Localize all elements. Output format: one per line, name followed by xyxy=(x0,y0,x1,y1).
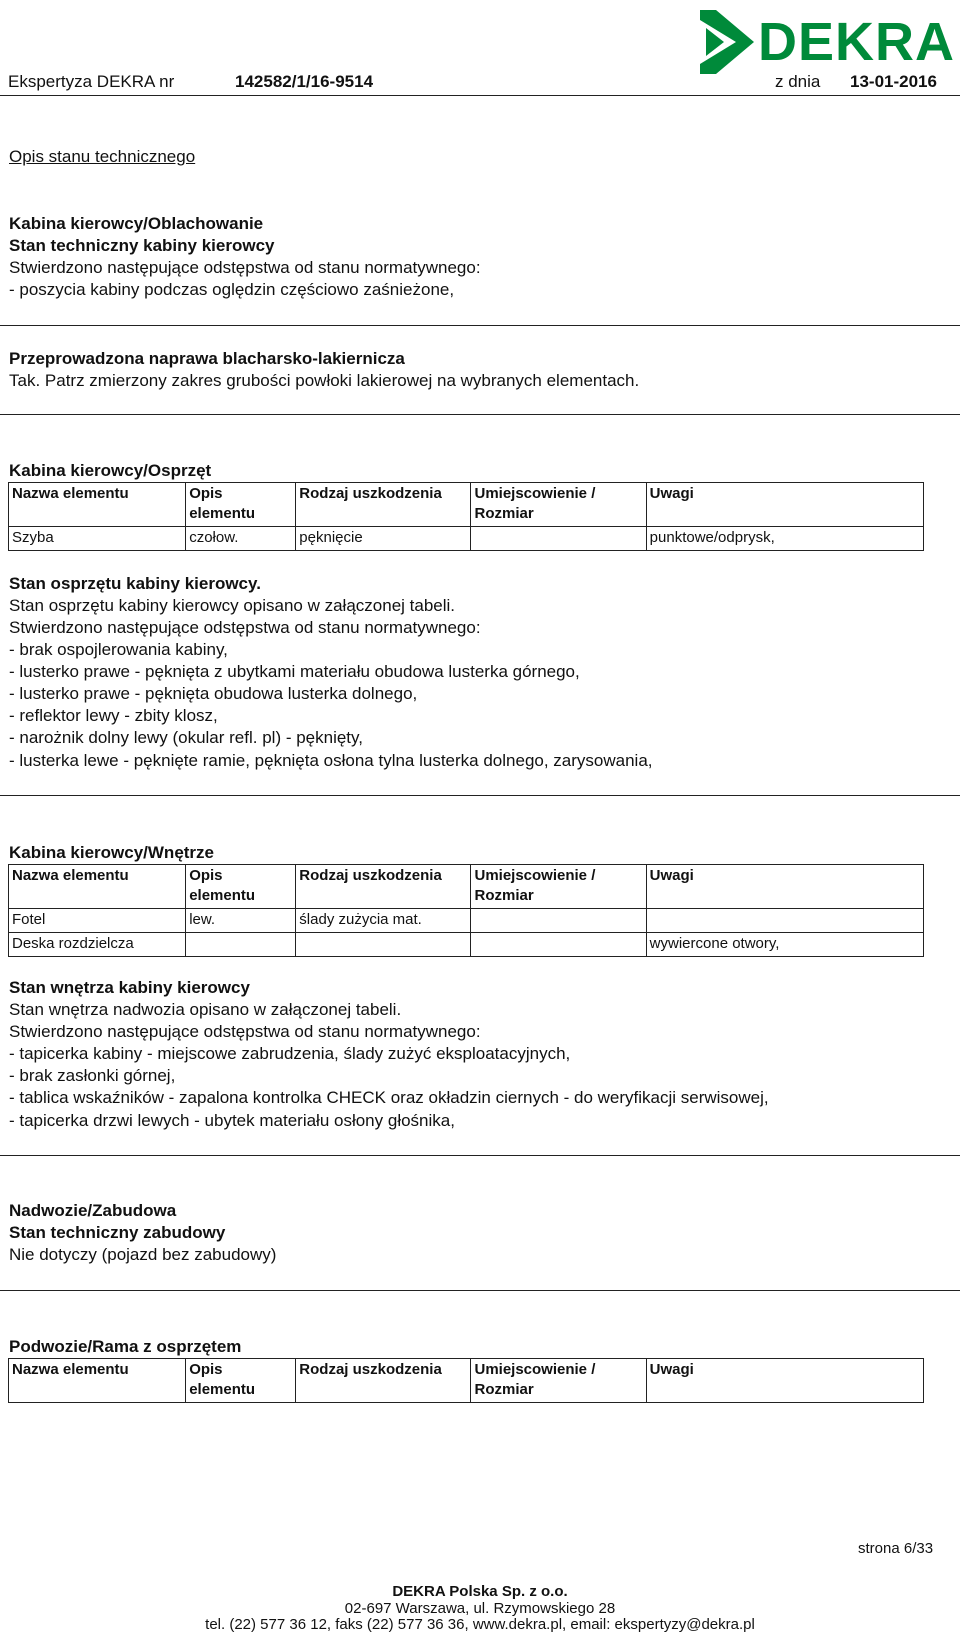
wnetrze-line: - tapicerka drzwi lewych - ubytek materiału osłony głośnika, xyxy=(9,1111,455,1130)
table-cell: punktowe/odprysk, xyxy=(646,527,923,551)
table-cell xyxy=(471,933,646,957)
wnetrze-line: - tablica wskaźników - zapalona kontrolka CHECK oraz okładzin ciernych - do weryfikacji serwisowej, xyxy=(9,1088,769,1107)
wnetrze-table xyxy=(8,864,924,957)
table-cell: lew. xyxy=(186,909,296,933)
col-nazwa: Nazwa elementu xyxy=(9,865,186,909)
col-uwagi: Uwagi xyxy=(646,1359,923,1403)
footer-company: DEKRA Polska Sp. z o.o. xyxy=(392,1583,568,1600)
report-number-label: Ekspertyza DEKRA nr xyxy=(8,72,175,91)
oblach-line-1: Stwierdzono następujące odstępstwa od stanu normatywnego: xyxy=(9,258,481,277)
table-header-row xyxy=(9,483,924,527)
divider-2 xyxy=(0,414,960,415)
table-cell: czołow. xyxy=(186,527,296,551)
wnetrze-line: Stan wnętrza nadwozia opisano w załączonej tabeli. xyxy=(9,1000,402,1019)
table-cell: Deska rozdzielcza xyxy=(9,933,186,957)
col-umiejscowienie: Umiejscowienie / Rozmiar xyxy=(471,865,646,909)
oblach-line-2: - poszycia kabiny podczas oględzin częściowo zaśnieżone, xyxy=(9,280,455,299)
heading-stan-osprzetu: Stan osprzętu kabiny kierowcy. xyxy=(9,574,261,593)
dekra-logo-text: DEKRA xyxy=(758,12,956,72)
col-opis: Opis elementu xyxy=(186,865,296,909)
osprzet-line: - narożnik dolny lewy (okular refl. pl) - pęknięty, xyxy=(9,728,363,747)
wnetrze-line: - brak zasłonki górnej, xyxy=(9,1066,176,1085)
table-row xyxy=(9,933,924,957)
table-header-row xyxy=(9,1359,924,1403)
nadwozie-text: Nie dotyczy (pojazd bez zabudowy) xyxy=(9,1245,277,1264)
col-uwagi: Uwagi xyxy=(646,483,923,527)
col-uwagi: Uwagi xyxy=(646,865,923,909)
footer-address: 02-697 Warszawa, ul. Rzymowskiego 28 xyxy=(344,1600,616,1617)
table-cell xyxy=(471,909,646,933)
table-cell: ślady zużycia mat. xyxy=(296,909,471,933)
table-row xyxy=(9,527,924,551)
divider-5 xyxy=(0,1290,960,1291)
col-rodzaj: Rodzaj uszkodzenia xyxy=(296,1359,471,1403)
col-opis: Opis elementu xyxy=(186,1359,296,1403)
divider-3 xyxy=(0,795,960,796)
table-row xyxy=(9,909,924,933)
col-rodzaj: Rodzaj uszkodzenia xyxy=(296,865,471,909)
report-header xyxy=(8,72,174,92)
divider-1 xyxy=(0,325,960,326)
table-header-row xyxy=(9,865,924,909)
page-value: 6/33 xyxy=(903,1540,934,1557)
osprzet-line: - brak ospojlerowania kabiny, xyxy=(9,640,228,659)
wnetrze-line: - tapicerka kabiny - miejscowe zabrudzenia, ślady zużyć eksploatacyjnych, xyxy=(9,1044,571,1063)
table-cell xyxy=(646,909,923,933)
osprzet-line: Stwierdzono następujące odstępstwa od stanu normatywnego: xyxy=(9,618,481,637)
page-label: strona xyxy=(858,1540,900,1557)
heading-nadwozie: Nadwozie/Zabudowa xyxy=(9,1201,177,1220)
osprzet-line: Stan osprzętu kabiny kierowcy opisano w załączonej tabeli. xyxy=(9,596,456,615)
table-cell: wywiercone otwory, xyxy=(646,933,923,957)
col-nazwa: Nazwa elementu xyxy=(9,483,186,527)
footer-contact: tel. (22) 577 36 12, faks (22) 577 36 36, www.dekra.pl, email: ekspertyzy@dekra.pl xyxy=(205,1616,755,1633)
heading-oblachowanie: Kabina kierowcy/Oblachowanie xyxy=(9,214,264,233)
heading-stan-kabiny: Stan techniczny kabiny kierowcy xyxy=(9,236,275,255)
col-nazwa: Nazwa elementu xyxy=(9,1359,186,1403)
table-cell xyxy=(296,933,471,957)
heading-stan-zabudowy: Stan techniczny zabudowy xyxy=(9,1223,226,1242)
report-number: 142582/1/16-9514 xyxy=(235,72,374,91)
dekra-logo xyxy=(696,6,958,78)
section-title-opis: Opis stanu technicznego xyxy=(9,147,196,166)
report-date-label: z dnia xyxy=(775,72,821,91)
heading-naprawa: Przeprowadzona naprawa blacharsko-lakiernicza xyxy=(9,349,405,368)
table-cell: pęknięcie xyxy=(296,527,471,551)
naprawa-text: Tak. Patrz zmierzony zakres grubości powłoki lakierowej na wybranych elementach. xyxy=(9,371,640,390)
col-opis: Opis elementu xyxy=(186,483,296,527)
col-umiejscowienie: Umiejscowienie / Rozmiar xyxy=(471,1359,646,1403)
heading-wnetrze: Kabina kierowcy/Wnętrze xyxy=(9,843,215,862)
podwozie-table xyxy=(8,1358,924,1403)
table-cell xyxy=(471,527,646,551)
osprzet-line: - lusterko prawe - pęknięta z ubytkami materiału obudowa lusterka górnego, xyxy=(9,662,580,681)
osprzet-line: - lusterko prawe - pęknięta obudowa lusterka dolnego, xyxy=(9,684,418,703)
page-number xyxy=(858,1540,933,1557)
col-umiejscowienie: Umiejscowienie / Rozmiar xyxy=(471,483,646,527)
heading-osprzet: Kabina kierowcy/Osprzęt xyxy=(9,461,212,480)
osprzet-line: - lusterka lewe - pęknięte ramie, pęknięta osłona tylna lusterka dolnego, zarysowania, xyxy=(9,751,653,770)
report-date: 13-01-2016 xyxy=(850,72,937,91)
heading-stan-wnetrza: Stan wnętrza kabiny kierowcy xyxy=(9,978,250,997)
wnetrze-line: Stwierdzono następujące odstępstwa od stanu normatywnego: xyxy=(9,1022,481,1041)
table-cell: Fotel xyxy=(9,909,186,933)
heading-podwozie: Podwozie/Rama z osprzętem xyxy=(9,1337,242,1356)
osprzet-line: - reflektor lewy - zbity klosz, xyxy=(9,706,218,725)
col-rodzaj: Rodzaj uszkodzenia xyxy=(296,483,471,527)
table-cell: Szyba xyxy=(9,527,186,551)
osprzet-table xyxy=(8,482,924,551)
header-divider xyxy=(0,95,960,96)
divider-4 xyxy=(0,1155,960,1156)
table-cell xyxy=(186,933,296,957)
